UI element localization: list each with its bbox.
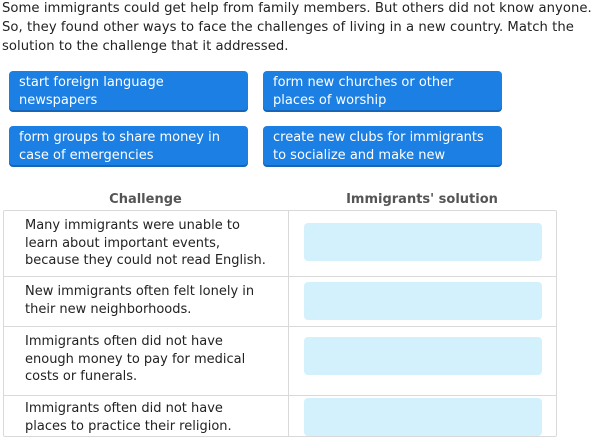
table-row — [4, 326, 556, 395]
challenge-text: Many immigrants were unable to learn about important events, because they could not read English. — [4, 211, 289, 276]
question-prompt: Some immigrants could get help from family members. But others did not know anyone. So, they found other ways to face the challenges of living in a new country. Match the solution to the challenge that it addressed. — [2, 1, 592, 54]
solution-drop-zone-3[interactable] — [304, 337, 542, 375]
matching-table — [3, 210, 557, 437]
choice-tile-social-clubs[interactable]: create new clubs for immigrants to socialize and make new friends — [263, 126, 502, 165]
solution-drop-zone-2[interactable] — [304, 282, 542, 320]
choice-tile-money-groups[interactable]: form groups to share money in case of emergencies — [9, 126, 248, 165]
solution-drop-zone-1[interactable] — [304, 223, 542, 261]
challenge-text: Immigrants often did not have places to practice their religion. — [4, 396, 289, 436]
solution-drop-zone-4[interactable] — [304, 398, 542, 436]
column-header-solution: Immigrants' solution — [346, 192, 498, 207]
challenge-text: Immigrants often did not have enough money to pay for medical costs or funerals. — [4, 327, 289, 395]
table-row — [4, 395, 556, 436]
table-row — [4, 211, 556, 276]
choice-tile-newspapers[interactable]: start foreign language newspapers — [9, 71, 248, 110]
column-header-challenge: Challenge — [109, 192, 182, 207]
choice-tile-churches[interactable]: form new churches or other places of worship — [263, 71, 502, 110]
table-row — [4, 276, 556, 326]
challenge-text: New immigrants often felt lonely in their new neighborhoods. — [4, 277, 289, 326]
